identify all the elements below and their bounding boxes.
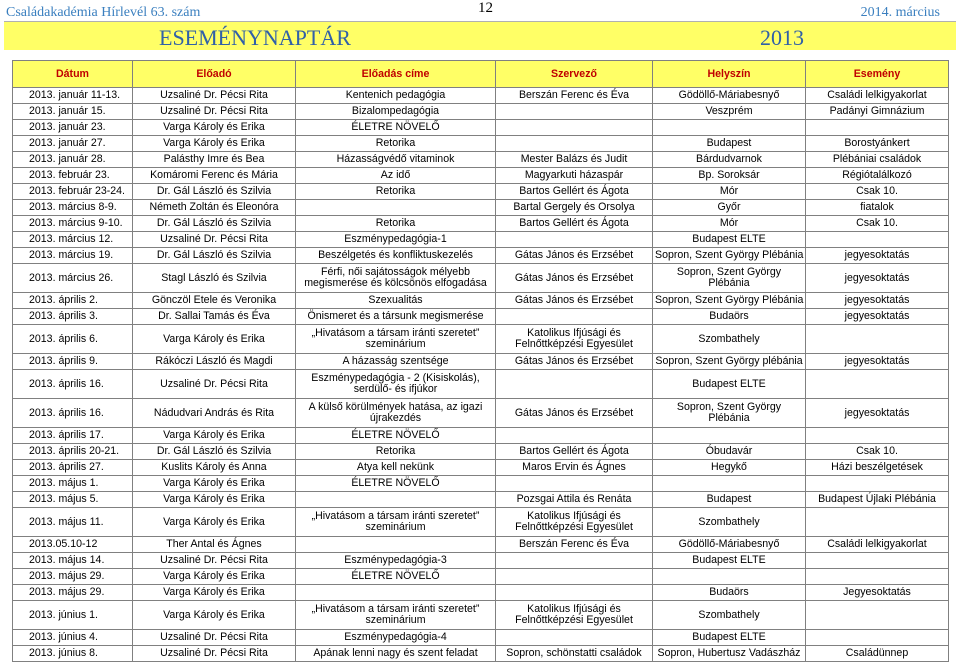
cell-presenter: Dr. Gál László és Szilvia xyxy=(133,444,296,460)
cell-presenter: Dr. Sallai Tamás és Éva xyxy=(133,309,296,325)
table-row xyxy=(13,585,949,601)
cell-organizer xyxy=(496,232,653,248)
cell-lecture-title: Eszménypedagógia-1 xyxy=(296,232,496,248)
cell-organizer: Bartos Gellért és Ágota xyxy=(496,444,653,460)
cell-date: 2013. április 2. xyxy=(13,293,133,309)
cell-date: 2013. április 20-21. xyxy=(13,444,133,460)
cell-lecture-title: Retorika xyxy=(296,216,496,232)
cell-event: Padányi Gimnázium xyxy=(806,104,949,120)
table-row xyxy=(13,601,949,630)
cell-event: Csak 10. xyxy=(806,216,949,232)
cell-venue: Veszprém xyxy=(653,104,806,120)
table-row xyxy=(13,460,949,476)
cell-lecture-title: Férfi, női sajátosságok mélyebb megismerése és kölcsönös elfogadása xyxy=(296,264,496,293)
cell-presenter: Uzsaliné Dr. Pécsi Rita xyxy=(133,630,296,646)
cell-organizer: Gátas János és Erzsébet xyxy=(496,399,653,428)
cell-organizer: Mester Balázs és Judit xyxy=(496,152,653,168)
cell-date: 2013. március 19. xyxy=(13,248,133,264)
cell-presenter: Kuslits Károly és Anna xyxy=(133,460,296,476)
cell-date: 2013. március 8-9. xyxy=(13,200,133,216)
cell-organizer xyxy=(496,476,653,492)
cell-lecture-title: A külső körülmények hatása, az igazi újrakezdés xyxy=(296,399,496,428)
table-row xyxy=(13,184,949,200)
cell-event xyxy=(806,508,949,537)
cell-presenter: Varga Károly és Erika xyxy=(133,585,296,601)
cell-presenter: Varga Károly és Erika xyxy=(133,508,296,537)
cell-presenter: Nádudvari András és Rita xyxy=(133,399,296,428)
cell-organizer: Berszán Ferenc és Éva xyxy=(496,537,653,553)
cell-presenter: Stagl László és Szilvia xyxy=(133,264,296,293)
cell-organizer: Berszán Ferenc és Éva xyxy=(496,88,653,104)
cell-organizer: Bartos Gellért és Ágota xyxy=(496,216,653,232)
cell-date: 2013. március 12. xyxy=(13,232,133,248)
cell-venue: Gödöllő-Máriabesnyő xyxy=(653,537,806,553)
cell-event xyxy=(806,428,949,444)
cell-presenter: Komáromi Ferenc és Mária xyxy=(133,168,296,184)
cell-date: 2013. június 4. xyxy=(13,630,133,646)
cell-organizer: Katolikus Ifjúsági és Felnőttképzési Egyesület xyxy=(496,601,653,630)
cell-event xyxy=(806,553,949,569)
events-table xyxy=(12,60,949,662)
issue-date: 2014. március xyxy=(860,5,940,20)
page-header xyxy=(0,0,960,22)
cell-venue: Bárdudvarnok xyxy=(653,152,806,168)
cell-event: Házi beszélgetések xyxy=(806,460,949,476)
cell-presenter: Varga Károly és Erika xyxy=(133,120,296,136)
cell-event: jegyesoktatás xyxy=(806,399,949,428)
cell-venue xyxy=(653,428,806,444)
cell-lecture-title: ÉLETRE NÖVELŐ xyxy=(296,428,496,444)
cell-event: jegyesoktatás xyxy=(806,309,949,325)
cell-date: 2013.05.10-12 xyxy=(13,537,133,553)
column-header-venue: Helyszín xyxy=(653,61,806,88)
table-row xyxy=(13,444,949,460)
cell-presenter: Dr. Gál László és Szilvia xyxy=(133,248,296,264)
cell-venue: Szombathely xyxy=(653,601,806,630)
cell-organizer: Gátas János és Erzsébet xyxy=(496,293,653,309)
table-row xyxy=(13,104,949,120)
cell-lecture-title: „Hivatásom a társam iránti szeretet” szeminárium xyxy=(296,601,496,630)
cell-date: 2013. június 1. xyxy=(13,601,133,630)
table-row xyxy=(13,293,949,309)
cell-event: Borostyánkert xyxy=(806,136,949,152)
cell-date: 2013. január 11-13. xyxy=(13,88,133,104)
cell-lecture-title: Retorika xyxy=(296,444,496,460)
cell-organizer xyxy=(496,585,653,601)
section-year: 2013 xyxy=(760,25,804,50)
table-row xyxy=(13,120,949,136)
section-banner xyxy=(4,22,956,50)
cell-presenter: Uzsaliné Dr. Pécsi Rita xyxy=(133,646,296,662)
cell-event: Családi lelkigyakorlat xyxy=(806,537,949,553)
cell-lecture-title: Retorika xyxy=(296,184,496,200)
cell-presenter: Uzsaliné Dr. Pécsi Rita xyxy=(133,553,296,569)
cell-organizer: Katolikus Ifjúsági és Felnőttképzési Egyesület xyxy=(496,508,653,537)
cell-event xyxy=(806,120,949,136)
cell-presenter: Varga Károly és Erika xyxy=(133,492,296,508)
cell-organizer xyxy=(496,136,653,152)
table-row xyxy=(13,168,949,184)
cell-venue: Óbudavár xyxy=(653,444,806,460)
table-row xyxy=(13,88,949,104)
cell-venue: Hegykő xyxy=(653,460,806,476)
table-row xyxy=(13,399,949,428)
cell-presenter: Uzsaliné Dr. Pécsi Rita xyxy=(133,370,296,399)
cell-organizer xyxy=(496,120,653,136)
cell-lecture-title: „Hivatásom a társam iránti szeretet” szeminárium xyxy=(296,325,496,354)
cell-organizer xyxy=(496,553,653,569)
cell-event: jegyesoktatás xyxy=(806,293,949,309)
column-header-date: Dátum xyxy=(13,61,133,88)
cell-venue: Sopron, Szent György Plébánia xyxy=(653,264,806,293)
cell-lecture-title: A házasság szentsége xyxy=(296,354,496,370)
table-row xyxy=(13,248,949,264)
cell-event: Családi lelkigyakorlat xyxy=(806,88,949,104)
cell-date: 2013. május 5. xyxy=(13,492,133,508)
cell-lecture-title: Retorika xyxy=(296,136,496,152)
cell-venue: Budapest ELTE xyxy=(653,370,806,399)
section-title: ESEMÉNYNAPTÁR xyxy=(159,25,351,50)
cell-organizer xyxy=(496,370,653,399)
cell-date: 2013. április 9. xyxy=(13,354,133,370)
cell-date: 2013. április 3. xyxy=(13,309,133,325)
cell-venue: Sopron, Szent György Plébánia xyxy=(653,248,806,264)
cell-event: jegyesoktatás xyxy=(806,248,949,264)
cell-presenter: Dr. Gál László és Szilvia xyxy=(133,216,296,232)
cell-presenter: Németh Zoltán és Eleonóra xyxy=(133,200,296,216)
cell-lecture-title: Önismeret és a társunk megismerése xyxy=(296,309,496,325)
table-row xyxy=(13,553,949,569)
cell-organizer: Gátas János és Erzsébet xyxy=(496,248,653,264)
cell-event xyxy=(806,630,949,646)
table-row xyxy=(13,264,949,293)
cell-date: 2013. május 14. xyxy=(13,553,133,569)
cell-date: 2013. január 27. xyxy=(13,136,133,152)
cell-organizer: Magyarkuti házaspár xyxy=(496,168,653,184)
newsletter-title: Családakadémia Hírlevél 63. szám xyxy=(6,5,201,20)
table-row xyxy=(13,354,949,370)
table-row xyxy=(13,630,949,646)
cell-date: 2013. február 23. xyxy=(13,168,133,184)
cell-date: 2013. március 26. xyxy=(13,264,133,293)
cell-organizer xyxy=(496,104,653,120)
cell-lecture-title: ÉLETRE NÖVELŐ xyxy=(296,120,496,136)
cell-lecture-title: Házasságvédő vitaminok xyxy=(296,152,496,168)
table-row xyxy=(13,370,949,399)
cell-presenter: Uzsaliné Dr. Pécsi Rita xyxy=(133,88,296,104)
table-row xyxy=(13,200,949,216)
cell-organizer xyxy=(496,309,653,325)
cell-presenter: Uzsaliné Dr. Pécsi Rita xyxy=(133,104,296,120)
cell-venue: Budapest ELTE xyxy=(653,630,806,646)
cell-presenter: Gönczöl Etele és Veronika xyxy=(133,293,296,309)
cell-lecture-title xyxy=(296,200,496,216)
cell-venue: Győr xyxy=(653,200,806,216)
cell-organizer: Bartos Gellért és Ágota xyxy=(496,184,653,200)
cell-event: fiatalok xyxy=(806,200,949,216)
cell-date: 2013. június 8. xyxy=(13,646,133,662)
cell-venue: Sopron, Hubertusz Vadászház xyxy=(653,646,806,662)
cell-date: 2013. május 29. xyxy=(13,569,133,585)
cell-presenter: Varga Károly és Erika xyxy=(133,428,296,444)
cell-event xyxy=(806,569,949,585)
column-header-lecture-title: Előadás címe xyxy=(296,61,496,88)
cell-organizer: Sopron, schönstatti családok xyxy=(496,646,653,662)
table-header-row xyxy=(13,61,949,88)
cell-date: 2013. január 23. xyxy=(13,120,133,136)
cell-date: 2013. március 9-10. xyxy=(13,216,133,232)
cell-venue: Mór xyxy=(653,216,806,232)
cell-presenter: Uzsaliné Dr. Pécsi Rita xyxy=(133,232,296,248)
cell-lecture-title: Kentenich pedagógia xyxy=(296,88,496,104)
cell-lecture-title: „Hivatásom a társam iránti szeretet” szeminárium xyxy=(296,508,496,537)
page-number: 12 xyxy=(478,0,493,16)
cell-presenter: Varga Károly és Erika xyxy=(133,136,296,152)
cell-date: 2013. január 15. xyxy=(13,104,133,120)
cell-date: 2013. január 28. xyxy=(13,152,133,168)
cell-presenter: Palásthy Imre és Bea xyxy=(133,152,296,168)
cell-date: 2013. május 29. xyxy=(13,585,133,601)
cell-event xyxy=(806,325,949,354)
cell-organizer: Gátas János és Erzsébet xyxy=(496,264,653,293)
cell-lecture-title: ÉLETRE NÖVELŐ xyxy=(296,569,496,585)
column-header-event: Esemény xyxy=(806,61,949,88)
table-row xyxy=(13,508,949,537)
cell-venue: Sopron, Szent György Plébánia xyxy=(653,293,806,309)
cell-venue: Budaörs xyxy=(653,309,806,325)
cell-presenter: Dr. Gál László és Szilvia xyxy=(133,184,296,200)
cell-date: 2013. április 16. xyxy=(13,370,133,399)
cell-venue: Budaörs xyxy=(653,585,806,601)
cell-venue: Szombathely xyxy=(653,325,806,354)
cell-event: Jegyesoktatás xyxy=(806,585,949,601)
cell-venue: Bp. Soroksár xyxy=(653,168,806,184)
cell-lecture-title: Beszélgetés és konfliktuskezelés xyxy=(296,248,496,264)
cell-organizer xyxy=(496,569,653,585)
table-row xyxy=(13,537,949,553)
table-row xyxy=(13,232,949,248)
cell-lecture-title: Atya kell nekünk xyxy=(296,460,496,476)
table-row xyxy=(13,136,949,152)
cell-venue: Gödöllő-Máriabesnyő xyxy=(653,88,806,104)
table-row xyxy=(13,428,949,444)
table-row xyxy=(13,216,949,232)
cell-event xyxy=(806,476,949,492)
cell-lecture-title: Eszménypedagógia-4 xyxy=(296,630,496,646)
cell-date: 2013. április 6. xyxy=(13,325,133,354)
cell-organizer: Bartal Gergely és Orsolya xyxy=(496,200,653,216)
cell-organizer: Maros Ervin és Ágnes xyxy=(496,460,653,476)
cell-lecture-title: Az idő xyxy=(296,168,496,184)
cell-date: 2013. május 1. xyxy=(13,476,133,492)
table-row xyxy=(13,325,949,354)
cell-event xyxy=(806,370,949,399)
cell-venue: Budapest ELTE xyxy=(653,232,806,248)
cell-organizer: Katolikus Ifjúsági és Felnőttképzési Egyesület xyxy=(496,325,653,354)
cell-lecture-title xyxy=(296,585,496,601)
cell-event: Csak 10. xyxy=(806,444,949,460)
cell-presenter: Varga Károly és Erika xyxy=(133,569,296,585)
cell-event xyxy=(806,232,949,248)
cell-venue: Sopron, Szent György plébánia xyxy=(653,354,806,370)
cell-organizer: Gátas János és Erzsébet xyxy=(496,354,653,370)
cell-event: Csak 10. xyxy=(806,184,949,200)
cell-presenter: Varga Károly és Erika xyxy=(133,476,296,492)
cell-organizer xyxy=(496,428,653,444)
table-row xyxy=(13,309,949,325)
cell-venue: Sopron, Szent György Plébánia xyxy=(653,399,806,428)
cell-venue: Mór xyxy=(653,184,806,200)
cell-event: jegyesoktatás xyxy=(806,354,949,370)
cell-date: 2013. április 17. xyxy=(13,428,133,444)
table-row xyxy=(13,646,949,662)
cell-date: 2013. április 27. xyxy=(13,460,133,476)
cell-lecture-title: Szexualitás xyxy=(296,293,496,309)
cell-venue: Budapest xyxy=(653,492,806,508)
cell-presenter: Varga Károly és Erika xyxy=(133,325,296,354)
table-row xyxy=(13,476,949,492)
cell-lecture-title xyxy=(296,492,496,508)
cell-organizer: Pozsgai Attila és Renáta xyxy=(496,492,653,508)
table-row xyxy=(13,152,949,168)
cell-date: 2013. május 11. xyxy=(13,508,133,537)
cell-event: Régiótalálkozó xyxy=(806,168,949,184)
cell-venue xyxy=(653,120,806,136)
cell-venue: Budapest xyxy=(653,136,806,152)
cell-event xyxy=(806,601,949,630)
cell-venue: Szombathely xyxy=(653,508,806,537)
column-header-presenter: Előadó xyxy=(133,61,296,88)
cell-presenter: Rákóczi László és Magdi xyxy=(133,354,296,370)
cell-event: jegyesoktatás xyxy=(806,264,949,293)
cell-event: Budapest Újlaki Plébánia xyxy=(806,492,949,508)
cell-presenter: Ther Antal és Ágnes xyxy=(133,537,296,553)
cell-venue xyxy=(653,476,806,492)
cell-event: Családünnep xyxy=(806,646,949,662)
cell-organizer xyxy=(496,630,653,646)
cell-venue: Budapest ELTE xyxy=(653,553,806,569)
cell-lecture-title: Eszménypedagógia - 2 (Kisiskolás), serdülő- és ifjúkor xyxy=(296,370,496,399)
column-header-organizer: Szervező xyxy=(496,61,653,88)
cell-venue xyxy=(653,569,806,585)
cell-event: Plébániai családok xyxy=(806,152,949,168)
cell-presenter: Varga Károly és Erika xyxy=(133,601,296,630)
cell-lecture-title xyxy=(296,537,496,553)
table-body xyxy=(13,88,949,662)
cell-date: 2013. február 23-24. xyxy=(13,184,133,200)
cell-date: 2013. április 16. xyxy=(13,399,133,428)
table-row xyxy=(13,569,949,585)
cell-lecture-title: Apának lenni nagy és szent feladat xyxy=(296,646,496,662)
cell-lecture-title: Eszménypedagógia-3 xyxy=(296,553,496,569)
cell-lecture-title: Bizalompedagógia xyxy=(296,104,496,120)
cell-lecture-title: ÉLETRE NÖVELŐ xyxy=(296,476,496,492)
table-row xyxy=(13,492,949,508)
